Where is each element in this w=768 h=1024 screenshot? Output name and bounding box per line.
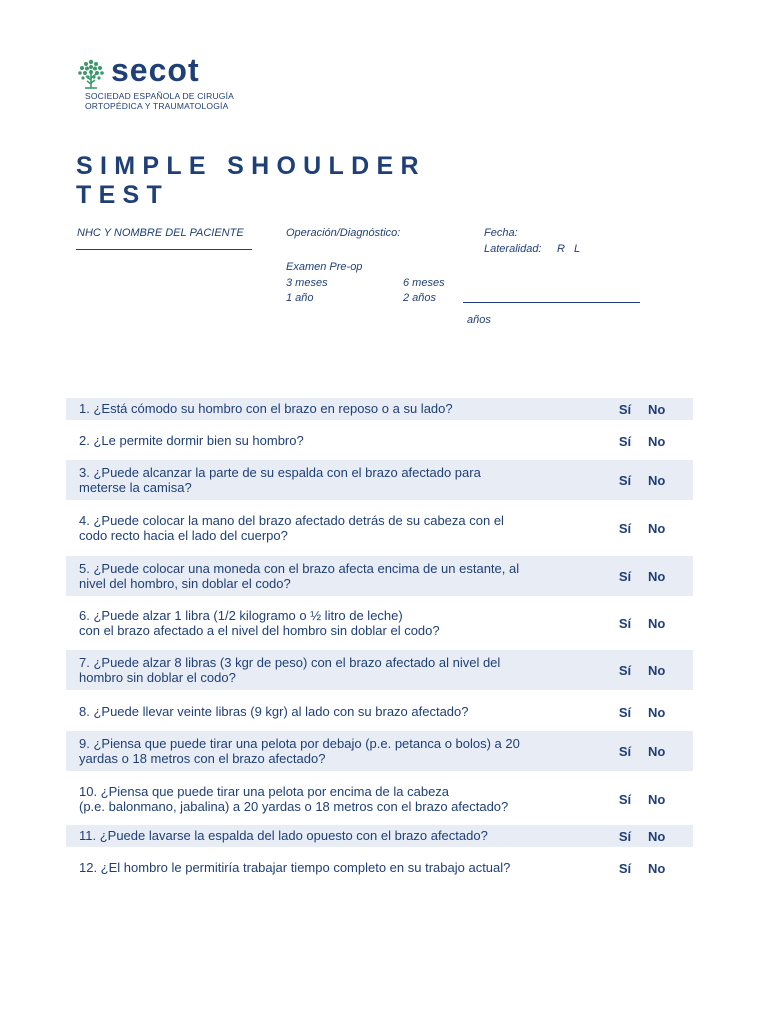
page-title-line: TEST <box>76 181 170 209</box>
question-row <box>66 650 693 690</box>
answer-no[interactable]: No <box>648 743 666 759</box>
question-row <box>66 602 693 644</box>
answer-no[interactable]: No <box>648 791 666 807</box>
question-line: 12. ¿El hombro le permitiría trabajar tiempo completo en su trabajo actual? <box>79 860 511 876</box>
question-line: 3. ¿Puede alcanzar la parte de su espalda con el brazo afectado para <box>79 464 481 480</box>
period-6-meses[interactable]: 6 meses <box>403 277 445 289</box>
question-row <box>66 825 693 847</box>
question-text <box>66 655 592 686</box>
answer-yes[interactable]: Sí <box>618 828 632 844</box>
answer-no[interactable]: No <box>648 860 666 876</box>
patient-field-line[interactable] <box>76 249 252 250</box>
question-row <box>66 398 693 420</box>
question-text <box>66 401 592 417</box>
question-line: hombro sin doblar el codo? <box>79 670 236 685</box>
question-line: 8. ¿Puede llevar veinte libras (9 kgr) al lado con su brazo afectado? <box>79 704 469 720</box>
question-row <box>66 428 693 454</box>
question-line: 11. ¿Puede lavarse la espalda del lado opuesto con el brazo afectado? <box>79 828 488 844</box>
answer-yes[interactable]: Sí <box>618 743 632 759</box>
answer-no[interactable]: No <box>648 828 666 844</box>
exam-preop-label[interactable]: Examen Pre-op <box>286 261 363 273</box>
answer-no[interactable]: No <box>648 662 666 678</box>
patient-label: NHC Y NOMBRE DEL PACIENTE <box>77 227 244 239</box>
question-text <box>66 433 592 449</box>
question-row <box>66 506 693 550</box>
operation-label: Operación/Diagnóstico: <box>286 227 401 239</box>
question-line: meterse la camisa? <box>79 480 192 495</box>
answer-no[interactable]: No <box>648 520 666 536</box>
question-line: 1. ¿Está cómodo su hombro con el brazo en reposo o a su lado? <box>79 401 453 417</box>
answer-yes[interactable]: Sí <box>618 662 632 678</box>
answer-yes[interactable]: Sí <box>618 791 632 807</box>
period-2-anos[interactable]: 2 años <box>403 292 437 304</box>
page-title <box>76 152 426 210</box>
question-text <box>66 561 592 592</box>
question-line: yardas o 18 metros con el brazo afectado? <box>79 751 326 766</box>
question-row <box>66 777 693 821</box>
laterality-option-r[interactable]: R <box>557 243 565 255</box>
logo-subtitle-line: ORTOPÉDICA Y TRAUMATOLOGÍA <box>85 101 229 111</box>
question-line: codo recto hacia el lado del cuerpo? <box>79 528 288 543</box>
question-line: (p.e. balonmano, jabalina) a 20 yardas o 18 metros con el brazo afectado? <box>79 799 509 814</box>
years-label: años <box>467 314 491 326</box>
answer-yes[interactable]: Sí <box>618 568 632 584</box>
answer-no[interactable]: No <box>648 433 666 449</box>
question-line: 6. ¿Puede alzar 1 libra (1/2 kilogramo o ½ litro de leche) <box>79 607 403 623</box>
logo-subtitle <box>85 91 234 111</box>
answer-yes[interactable]: Sí <box>618 615 632 631</box>
questions-table <box>66 398 693 881</box>
answer-no[interactable]: No <box>648 615 666 631</box>
question-text <box>66 513 592 544</box>
period-3-meses[interactable]: 3 meses <box>286 277 328 289</box>
question-row <box>66 855 693 881</box>
question-row <box>66 731 693 771</box>
answer-yes[interactable]: Sí <box>618 704 632 720</box>
date-label: Fecha: <box>484 227 518 239</box>
question-text <box>66 860 592 876</box>
question-line: 9. ¿Piensa que puede tirar una pelota por debajo (p.e. petanca o bolos) a 20 <box>79 735 520 751</box>
answer-no[interactable]: No <box>648 472 666 488</box>
question-row <box>66 696 693 728</box>
laterality-option-l[interactable]: L <box>574 243 581 255</box>
question-line: 5. ¿Puede colocar una moneda con el brazo afecta encima de un estante, al <box>79 560 520 576</box>
question-text <box>66 608 592 639</box>
logo-wordmark: secot <box>111 52 200 88</box>
question-line: 2. ¿Le permite dormir bien su hombro? <box>79 433 304 449</box>
question-text <box>66 736 592 767</box>
answer-yes[interactable]: Sí <box>618 401 632 417</box>
answer-yes[interactable]: Sí <box>618 472 632 488</box>
page-title-line: SIMPLE SHOULDER <box>76 152 426 180</box>
period-1-ano[interactable]: 1 año <box>286 292 314 304</box>
question-row <box>66 556 693 596</box>
answer-yes[interactable]: Sí <box>618 433 632 449</box>
question-line: 7. ¿Puede alzar 8 libras (3 kgr de peso) con el brazo afectado al nivel del <box>79 654 501 670</box>
question-text <box>66 704 592 720</box>
question-row <box>66 460 693 500</box>
tree-icon <box>75 58 107 90</box>
answer-yes[interactable]: Sí <box>618 860 632 876</box>
laterality-label: Lateralidad: <box>484 243 542 255</box>
question-text <box>66 465 592 496</box>
question-text <box>66 828 592 844</box>
answer-no[interactable]: No <box>648 568 666 584</box>
answer-yes[interactable]: Sí <box>618 520 632 536</box>
question-line: 10. ¿Piensa que puede tirar una pelota por encima de la cabeza <box>79 783 450 799</box>
logo-subtitle-line: SOCIEDAD ESPAÑOLA DE CIRUGÍA <box>85 91 235 101</box>
years-field-line[interactable] <box>463 302 640 303</box>
question-line: 4. ¿Puede colocar la mano del brazo afectado detrás de su cabeza con el <box>79 512 504 528</box>
question-line: nivel del hombro, sin doblar el codo? <box>79 576 291 591</box>
answer-no[interactable]: No <box>648 704 666 720</box>
answer-no[interactable]: No <box>648 401 666 417</box>
question-line: con el brazo afectado a el nivel del hombro sin doblar el codo? <box>79 623 440 638</box>
question-text <box>66 784 592 815</box>
